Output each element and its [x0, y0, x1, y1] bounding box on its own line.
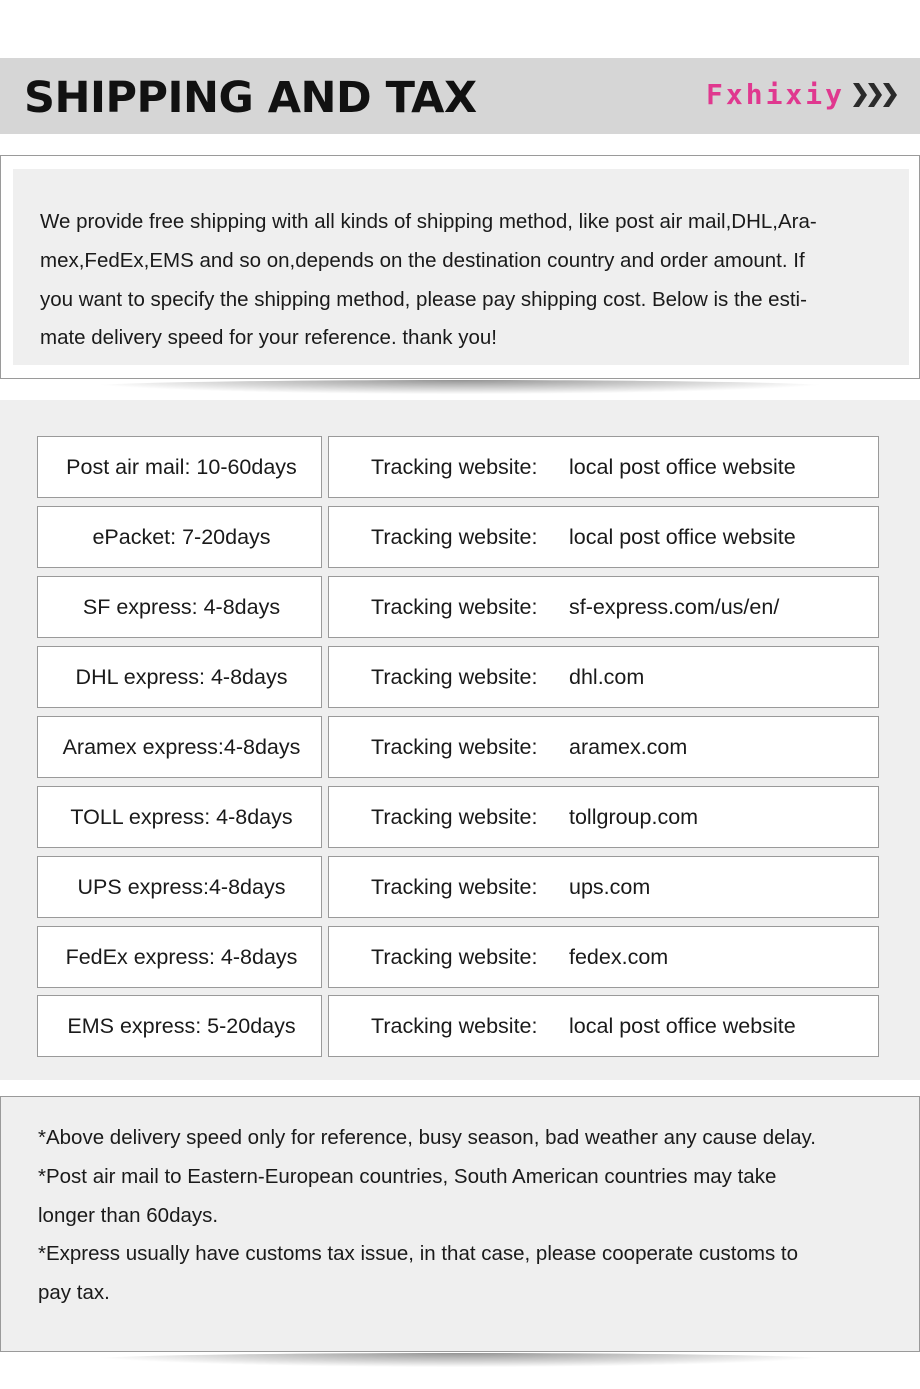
note-line: longer than 60days. [38, 1203, 219, 1227]
tracking-label: Tracking website: [371, 525, 538, 549]
brand-name: Fxhixiy [706, 78, 846, 111]
tracking-cell [328, 786, 879, 848]
page-title: SHIPPING AND TAX [24, 73, 477, 123]
shipping-method-cell: SF express: 4-8days [37, 576, 322, 638]
tracking-cell [328, 506, 879, 568]
tracking-label: Tracking website: [371, 805, 538, 829]
shipping-method-cell: DHL express: 4-8days [37, 646, 322, 708]
tracking-site: local post office website [569, 525, 796, 549]
table-row [37, 576, 879, 638]
intro-box [0, 155, 920, 379]
tracking-site: fedex.com [569, 945, 669, 969]
triple-chevron-right-icon [851, 81, 901, 109]
tracking-label: Tracking website: [371, 665, 538, 689]
shipping-method-cell: Post air mail: 10-60days [37, 436, 322, 498]
shipping-method-cell: EMS express: 5-20days [37, 995, 322, 1057]
tracking-site: tollgroup.com [569, 805, 699, 829]
tracking-site: local post office website [569, 455, 796, 479]
shipping-method-cell: ePacket: 7-20days [37, 506, 322, 568]
header-bar [0, 58, 920, 134]
shipping-method-cell: TOLL express: 4-8days [37, 786, 322, 848]
shipping-method-cell: Aramex express:4-8days [37, 716, 322, 778]
tracking-cell [328, 995, 879, 1057]
table-row [37, 436, 879, 498]
table-row [37, 856, 879, 918]
table-row [37, 995, 879, 1057]
table-row [37, 926, 879, 988]
table-row [37, 786, 879, 848]
tracking-cell [328, 856, 879, 918]
shipping-method-cell: FedEx express: 4-8days [37, 926, 322, 988]
tracking-label: Tracking website: [371, 455, 538, 479]
table-row [37, 716, 879, 778]
tracking-site: sf-express.com/us/en/ [569, 595, 780, 619]
tracking-cell [328, 926, 879, 988]
tracking-site: local post office website [569, 1014, 796, 1038]
tracking-site: ups.com [569, 875, 651, 899]
notes-shadow [80, 1353, 840, 1367]
tracking-label: Tracking website: [371, 875, 538, 899]
notes-text [38, 1119, 898, 1313]
tracking-label: Tracking website: [371, 595, 538, 619]
table-row [37, 506, 879, 568]
note-line: *Express usually have customs tax issue, in that case, please cooperate customs to [38, 1242, 799, 1266]
tracking-cell [328, 436, 879, 498]
shipping-method-cell: UPS express:4-8days [37, 856, 322, 918]
tracking-label: Tracking website: [371, 945, 538, 969]
tracking-label: Tracking website: [371, 1014, 538, 1038]
tracking-site: dhl.com [569, 665, 645, 689]
intro-line: you want to specify the shipping method, please pay shipping cost. Below is the esti- [40, 287, 807, 311]
tracking-label: Tracking website: [371, 735, 538, 759]
intro-text [40, 203, 885, 358]
notes-box [0, 1096, 920, 1352]
intro-line: mate delivery speed for your reference. thank you! [40, 326, 497, 350]
tracking-cell [328, 646, 879, 708]
tracking-site: aramex.com [569, 735, 688, 759]
brand-logo [706, 78, 901, 112]
shipping-table [0, 400, 920, 1080]
note-line: *Post air mail to Eastern-European countries, South American countries may take [38, 1164, 777, 1188]
note-line: *Above delivery speed only for reference, busy season, bad weather any cause delay. [38, 1126, 816, 1149]
intro-shadow [80, 380, 840, 394]
tracking-cell [328, 716, 879, 778]
intro-line: mex,FedEx,EMS and so on,depends on the destination country and order amount. If [40, 248, 805, 272]
note-line: pay tax. [38, 1281, 110, 1305]
intro-panel [13, 169, 909, 365]
table-row [37, 646, 879, 708]
intro-line: We provide free shipping with all kinds of shipping method, like post air mail,DHL,Ara- [40, 210, 817, 233]
tracking-cell [328, 576, 879, 638]
